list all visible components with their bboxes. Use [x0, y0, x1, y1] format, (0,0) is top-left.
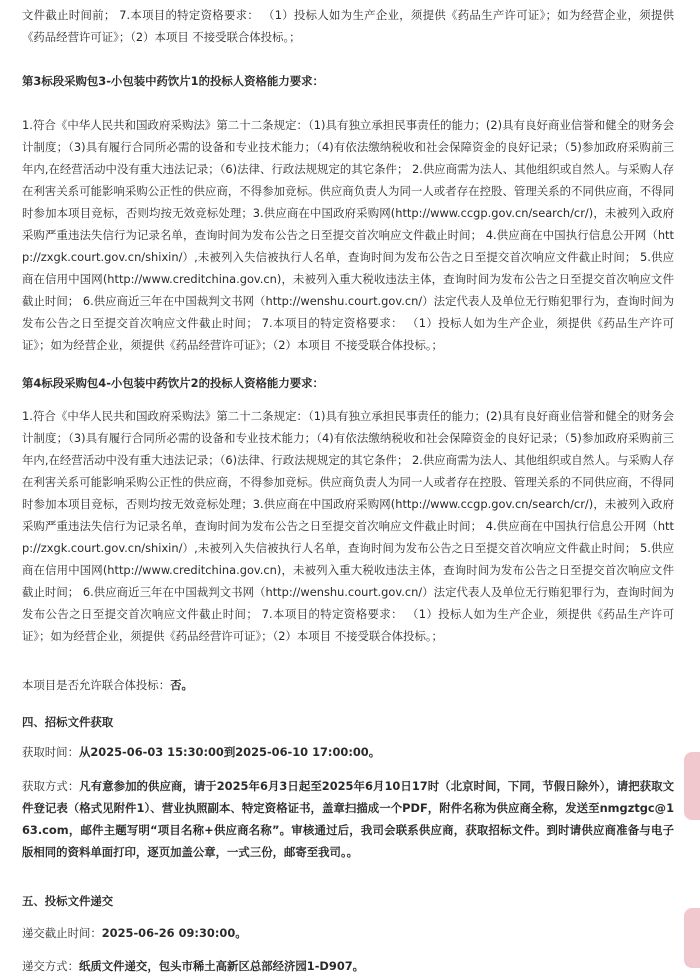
section-heading-lot4: 第4标段采购包4-小包装中药饮片2的投标人资格能力要求：	[22, 376, 324, 390]
acquire-method-line	[22, 775, 674, 863]
acquire-time-label: 获取时间：	[22, 745, 79, 759]
section-title-5: 五、投标文件递交	[22, 894, 114, 908]
paragraph-requirements-tail: 文件截止时间前； 7.本项目的特定资格要求： （1）投标人如为生产企业，须提供《药品生产许可证》；如为经营企业，须提供《药品经营许可证》；（2）本项目 不接受联合体投标。；	[22, 8, 674, 44]
acquire-time-value: 从2025-06-03 15:30:00到2025-06-10 17:00:00。	[78, 745, 381, 759]
consortium-line	[22, 674, 674, 696]
submit-method-value: 纸质文件递交，包头市稀土高新区总部经济园1-D907。	[78, 959, 365, 973]
red-seal-stamp-edge	[684, 752, 700, 820]
red-seal-stamp-edge-lower	[684, 908, 700, 968]
submit-deadline-line	[22, 922, 674, 944]
consortium-value: 否。	[170, 678, 193, 692]
acquire-method-label: 获取方式：	[22, 779, 80, 793]
paragraph-lot3-requirements: 1.符合《中华人民共和国政府采购法》第二十二条规定：（1)具有独立承担民事责任的能力；(2)具有良好商业信誉和健全的财务会计制度；（3)具有履行合同所必需的设备和专业技术能力；（4)有依法缴纳税收和社会保障资金的良好记录；（5)参加政府采购前三年内,在经营活动中没有重大违法记录；（6)法律、行政法规规定的其它条件； 2.供应商需为法人、其他组织或自然人。与采购人存在利害关系可能影响采购公正性的供应商，不得参加竞标。供应商负责人为同一人或者存在控股、管理关系的不同供应商，不得同时参加本项目竞标，否则均按无效竞标处理；3.供应商在中国政府采购网(http://www.ccgp.gov.cn/search/cr/)，未被列入政府采购严重违法失信行为记录名单，查询时间为发布公告之日至提交首次响应文件截止时间； 4.供应商在中国执行信息公开网（http://zxgk.court.gov.cn/shixin/）,未被列入失信被执行人名单，查询时间为发布公告之日至提交首次响应文件截止时间； 5.供应商在信用中国网(http://www.creditchina.gov.cn)，未被列入重大税收违法主体，查询时间为发布公告之日至提交首次响应文件截止时间； 6.供应商近三年在中国裁判文书网（http://wenshu.court.gov.cn/）法定代表人及单位无行贿犯罪行为，查询时间为发布公告之日至提交首次响应文件截止时间； 7.本项目的特定资格要求： （1）投标人如为生产企业，须提供《药品生产许可证》；如为经营企业，须提供《药品经营许可证》；（2）本项目 不接受联合体投标。；	[22, 118, 674, 352]
submit-method-line	[22, 955, 674, 977]
submit-deadline-label: 递交截止时间：	[22, 926, 102, 940]
acquire-method-value: 凡有意参加的供应商，请于2025年6月3日起至2025年6月10日17时（北京时间，下同，节假日除外），请把获取文件登记表（格式见附件1）、营业执照副本、特定资格证书，盖章扫描成一个PDF，附件名称为供应商全称，发送至nmgztgc@163.com，邮件主题写明“项目名称+供应商名称”。审核通过后，我司会联系供应商，获取招标文件。到时请供应商准备与电子版相同的资料单面打印，逐页加盖公章，一式三份，邮寄至我司。。	[22, 779, 674, 859]
submit-method-label: 递交方式：	[22, 959, 79, 973]
section-heading-lot3: 第3标段采购包3-小包装中药饮片1的投标人资格能力要求：	[22, 74, 324, 88]
acquire-time-line	[22, 741, 674, 763]
section-title-4: 四、招标文件获取	[22, 715, 114, 729]
submit-deadline-value: 2025-06-26 09:30:00。	[101, 926, 247, 940]
paragraph-lot4-requirements: 1.符合《中华人民共和国政府采购法》第二十二条规定：（1)具有独立承担民事责任的能力；(2)具有良好商业信誉和健全的财务会计制度；（3)具有履行合同所必需的设备和专业技术能力；（4)有依法缴纳税收和社会保障资金的良好记录；（5)参加政府采购前三年内,在经营活动中没有重大违法记录；（6)法律、行政法规规定的其它条件； 2.供应商需为法人、其他组织或自然人。与采购人存在利害关系可能影响采购公正性的供应商，不得参加竞标。供应商负责人为同一人或者存在控股、管理关系的不同供应商，不得同时参加本项目竞标，否则均按无效竞标处理；3.供应商在中国政府采购网(http://www.ccgp.gov.cn/search/cr/)，未被列入政府采购严重违法失信行为记录名单，查询时间为发布公告之日至提交首次响应文件截止时间； 4.供应商在中国执行信息公开网（http://zxgk.court.gov.cn/shixin/）,未被列入失信被执行人名单，查询时间为发布公告之日至提交首次响应文件截止时间； 5.供应商在信用中国网(http://www.creditchina.gov.cn)，未被列入重大税收违法主体，查询时间为发布公告之日至提交首次响应文件截止时间； 6.供应商近三年在中国裁判文书网（http://wenshu.court.gov.cn/）法定代表人及单位无行贿犯罪行为，查询时间为发布公告之日至提交首次响应文件截止时间； 7.本项目的特定资格要求： （1）投标人如为生产企业，须提供《药品生产许可证》；如为经营企业，须提供《药品经营许可证》；（2）本项目 不接受联合体投标。；	[22, 409, 674, 643]
consortium-label: 本项目是否允许联合体投标：	[22, 678, 171, 692]
